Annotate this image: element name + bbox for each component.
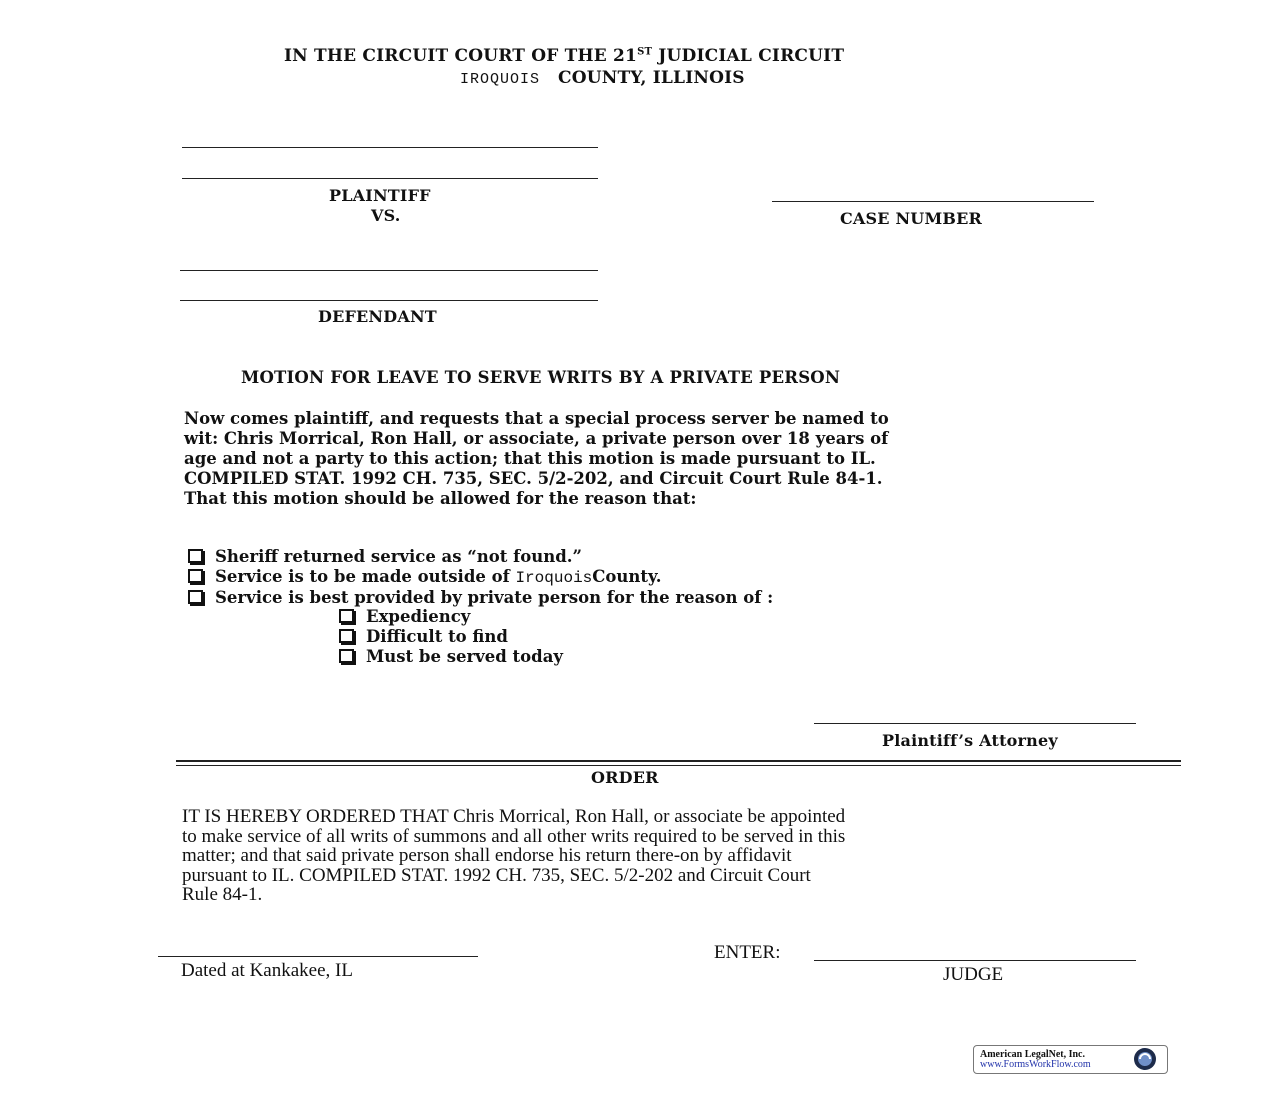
plaintiff-label: PLAINTIFF — [329, 186, 431, 205]
order-line: to make service of all writs of summons and all other writs required to be served in this — [182, 825, 846, 847]
county-heading — [460, 68, 745, 88]
order-line: Rule 84-1. — [182, 884, 263, 905]
order-heading: ORDER — [591, 768, 659, 787]
defendant-line-1 — [180, 270, 598, 271]
heading-sup: ST — [637, 46, 653, 58]
reason-label: Service is to be made outside of — [215, 567, 516, 586]
date-line — [158, 956, 478, 957]
case-number-line — [772, 201, 1094, 202]
logo-url[interactable]: www.FormsWorkFlow.com — [980, 1059, 1091, 1070]
motion-line: Now comes plaintiff, and requests that a special process server be named to — [184, 409, 889, 428]
reason-label-post: County. — [592, 567, 662, 586]
sub-reasons-list — [339, 607, 563, 667]
sub-reason-label: Difficult to find — [366, 627, 508, 646]
court-heading — [284, 46, 844, 66]
judge-label: JUDGE — [943, 964, 1004, 985]
heading-text: IN THE CIRCUIT COURT OF THE 21 — [284, 46, 638, 66]
sub-reason-difficult[interactable] — [339, 627, 563, 647]
reasons-list — [188, 547, 773, 608]
sub-reason-label: Must be served today — [366, 647, 563, 666]
footer-logo[interactable] — [973, 1045, 1168, 1074]
motion-line: COMPILED STAT. 1992 CH. 735, SEC. 5/2-202, and Circuit Court Rule 84-1. — [184, 469, 883, 488]
motion-line: wit: Chris Morrical, Ron Hall, or associate, a private person over 18 years of — [184, 429, 889, 448]
motion-title: MOTION FOR LEAVE TO SERVE WRITS BY A PRIVATE PERSON — [241, 368, 841, 387]
reason-label: Service is best provided by private person for the reason of : — [215, 588, 774, 607]
checkbox-icon[interactable] — [188, 590, 203, 604]
reason-private-person[interactable] — [188, 588, 773, 608]
vs-label: VS. — [371, 206, 401, 225]
divider-bottom — [176, 765, 1181, 766]
defendant-line-2 — [180, 300, 598, 301]
plaintiff-line-2 — [182, 178, 598, 179]
attorney-label: Plaintiff’s Attorney — [882, 731, 1058, 750]
motion-body — [184, 409, 889, 509]
checkbox-icon[interactable] — [339, 609, 354, 623]
logo-company: American LegalNet, Inc. — [980, 1049, 1085, 1060]
order-body — [182, 807, 845, 905]
judge-signature-line — [814, 960, 1136, 961]
sub-reason-label: Expediency — [366, 607, 471, 626]
reason-label: Sheriff returned service as “not found.” — [215, 547, 583, 566]
motion-line: age and not a party to this action; that this motion is made pursuant to IL. — [184, 449, 876, 468]
plaintiff-line-1 — [182, 147, 598, 148]
checkbox-icon[interactable] — [188, 549, 203, 563]
dated-label: Dated at Kankakee, IL — [181, 960, 353, 981]
checkbox-icon[interactable] — [339, 629, 354, 643]
case-number-label: CASE NUMBER — [840, 209, 982, 228]
attorney-signature-line — [814, 723, 1136, 724]
defendant-label: DEFENDANT — [318, 307, 437, 326]
checkbox-icon[interactable] — [339, 649, 354, 663]
reason-outside-county[interactable] — [188, 567, 773, 588]
reason-county: Iroquois — [515, 569, 593, 587]
motion-line: That this motion should be allowed for the reason that: — [184, 489, 697, 508]
enter-label: ENTER: — [714, 942, 781, 963]
order-line: IT IS HEREBY ORDERED THAT Chris Morrical, Ron Hall, or associate be appointed — [182, 806, 846, 827]
divider-top — [176, 760, 1181, 762]
order-line: matter; and that said private person shall endorse his return there-on by affidavit — [182, 845, 792, 866]
county-heading-text: COUNTY, ILLINOIS — [558, 68, 745, 88]
globe-icon — [1132, 1047, 1158, 1071]
order-line: pursuant to IL. COMPILED STAT. 1992 CH. 735, SEC. 5/2-202 and Circuit Court — [182, 864, 811, 886]
sub-reason-expediency[interactable] — [339, 607, 563, 627]
heading-text-2: JUDICIAL CIRCUIT — [652, 46, 845, 66]
checkbox-icon[interactable] — [188, 569, 203, 583]
county-name: IROQUOIS — [460, 71, 541, 88]
reason-not-found[interactable] — [188, 547, 773, 567]
sub-reason-today[interactable] — [339, 647, 563, 667]
